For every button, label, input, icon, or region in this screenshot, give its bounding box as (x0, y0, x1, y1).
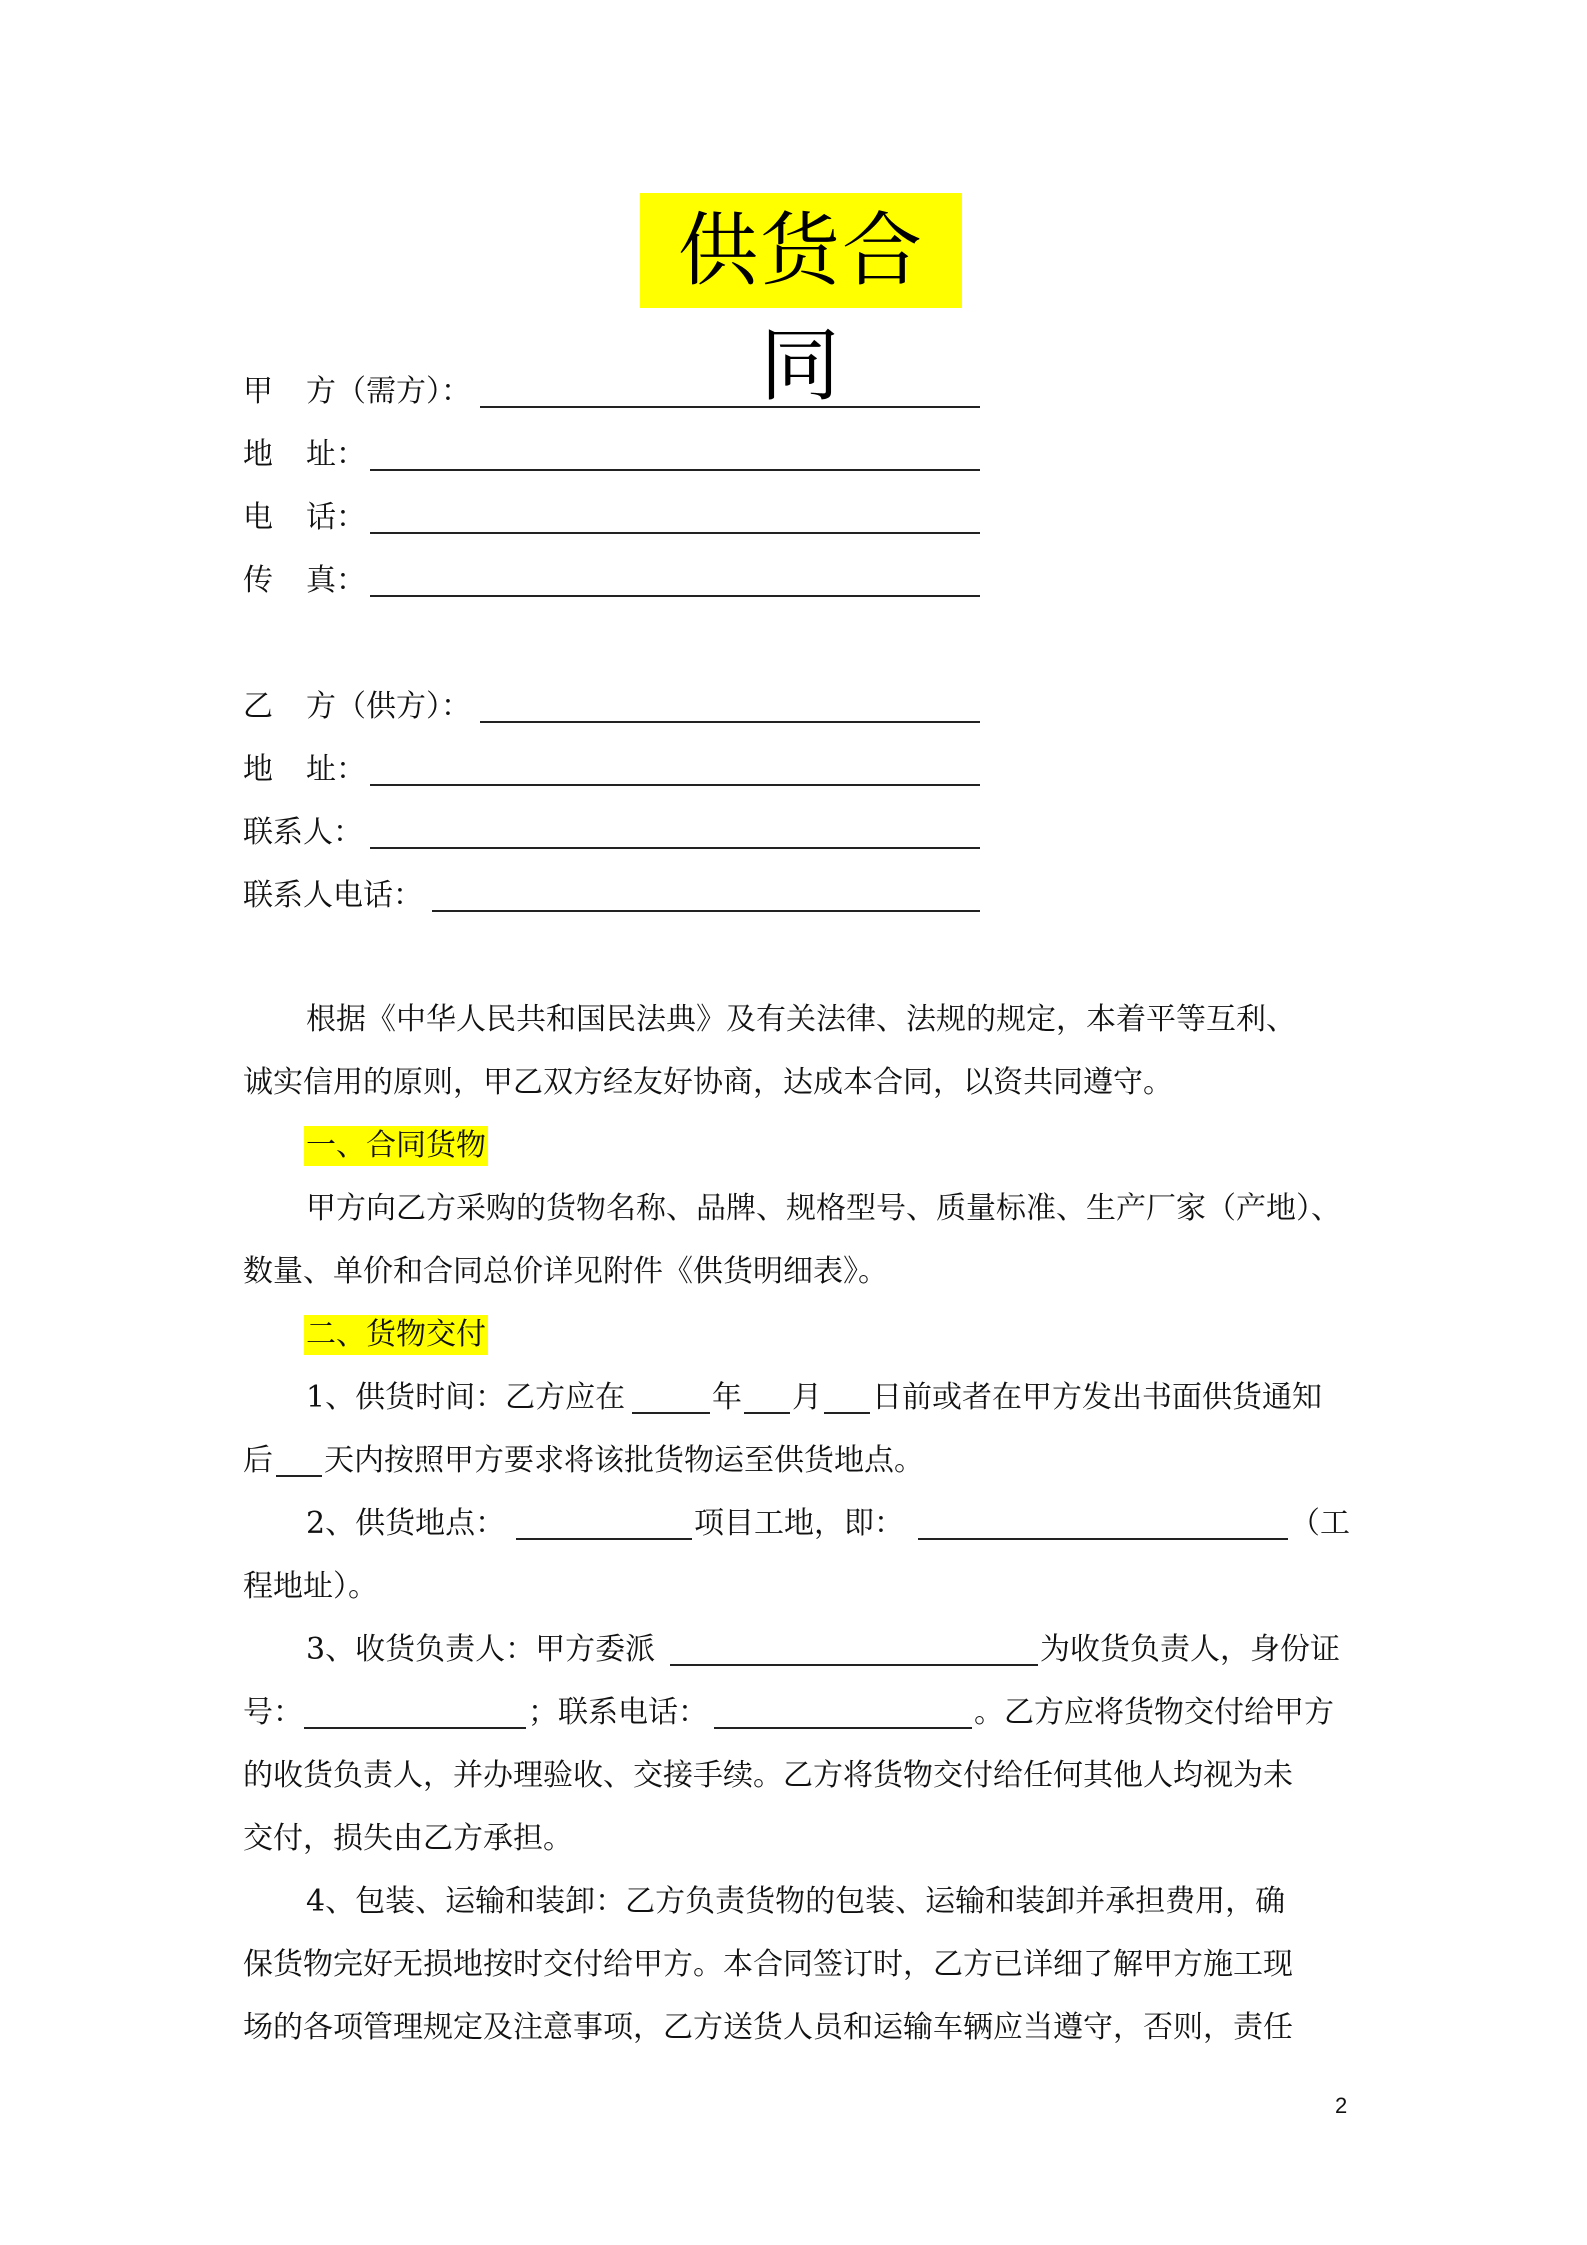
item-1-year-label: 年 (712, 1380, 742, 1415)
party-a-name-field (480, 406, 980, 408)
party-a-phone-field (370, 532, 980, 534)
party-b-label-2: 方（供方）： (306, 689, 471, 724)
party-a-address-label-1: 地 (243, 437, 273, 472)
item-1-text-d: 天内按照甲方要求将该批货物运至供货地点。 (324, 1443, 924, 1478)
item-1-text-c: 后 (243, 1443, 273, 1478)
party-a-label-2: 方（需方）： (306, 374, 471, 409)
item-3-text-b: 为收货负责人，身份证 (1040, 1632, 1340, 1667)
item-3-id-field (304, 1727, 526, 1729)
item-2-text-d: 程地址）。 (243, 1569, 378, 1604)
item-2-text-a: 2、供货地点： (306, 1506, 506, 1541)
item-3-receiver-field (670, 1664, 1038, 1666)
section-1-heading: 一、合同货物 (304, 1126, 488, 1166)
party-a-address-label-2: 址： (306, 437, 366, 472)
item-3-text-g: 交付，损失由乙方承担。 (243, 1821, 573, 1856)
section-1-line-2: 数量、单价和合同总价详见附件《供货明细表》。 (243, 1254, 888, 1289)
section-1-line-1: 甲方向乙方采购的货物名称、品牌、规格型号、质量标准、生产厂家（产地）、 (306, 1191, 1341, 1226)
item-3-text-d: ；联系电话： (528, 1695, 708, 1730)
item-1-text-a: 1、供货时间：乙方应在 (306, 1380, 626, 1415)
party-b-address-label-2: 址： (306, 752, 366, 787)
party-b-address-label-1: 地 (243, 752, 273, 787)
item-1-day-field (824, 1412, 870, 1414)
page-title: 供货合同 (640, 193, 962, 308)
item-2-address-field (918, 1538, 1288, 1540)
party-a-fax-field (370, 595, 980, 597)
party-a-phone-label-1: 电 (243, 500, 273, 535)
item-1-month-field (744, 1412, 790, 1414)
item-2-text-b: 项目工地，即： (694, 1506, 904, 1541)
party-b-contact-phone-label: 联系人电话： (243, 878, 423, 913)
party-a-address-field (370, 469, 980, 471)
party-b-contact-field (370, 847, 980, 849)
item-4-text-c: 场的各项管理规定及注意事项，乙方送货人员和运输车辆应当遵守，否则，责任 (243, 2010, 1293, 2045)
item-1-text-b: 日前或者在甲方发出书面供货通知 (872, 1380, 1322, 1415)
item-2-project-field (516, 1538, 692, 1540)
item-3-text-c: 号： (243, 1695, 303, 1730)
page-number: 2 (1335, 2093, 1348, 2118)
item-2-text-c: （工 (1290, 1506, 1350, 1541)
intro-line-2: 诚实信用的原则，甲乙双方经友好协商，达成本合同，以资共同遵守。 (243, 1065, 1173, 1100)
item-3-text-e: 。乙方应将货物交付给甲方 (974, 1695, 1334, 1730)
item-4-text-a: 4、包装、运输和装卸：乙方负责货物的包装、运输和装卸并承担费用，确 (306, 1884, 1286, 1919)
party-b-contact-label: 联系人： (243, 815, 363, 850)
party-a-fax-label-1: 传 (243, 563, 273, 598)
party-b-label-1: 乙 (243, 689, 273, 724)
party-a-phone-label-2: 话： (306, 500, 366, 535)
item-1-days-field (276, 1475, 322, 1477)
item-1-month-label: 月 (792, 1380, 822, 1415)
party-a-fax-label-2: 真： (306, 563, 366, 598)
party-a-label-1: 甲 (243, 374, 273, 409)
item-3-phone-field (714, 1727, 972, 1729)
party-b-name-field (480, 721, 980, 723)
item-1-year-field (632, 1412, 710, 1414)
intro-line-1: 根据《中华人民共和国民法典》及有关法律、法规的规定，本着平等互利、 (306, 1002, 1296, 1037)
item-3-text-a: 3、收货负责人：甲方委派 (306, 1632, 656, 1667)
section-2-heading: 二、货物交付 (304, 1315, 488, 1355)
item-3-text-f: 的收货负责人，并办理验收、交接手续。乙方将货物交付给任何其他人均视为未 (243, 1758, 1293, 1793)
party-b-contact-phone-field (432, 910, 980, 912)
party-b-address-field (370, 784, 980, 786)
item-4-text-b: 保货物完好无损地按时交付给甲方。本合同签订时，乙方已详细了解甲方施工现 (243, 1947, 1293, 1982)
